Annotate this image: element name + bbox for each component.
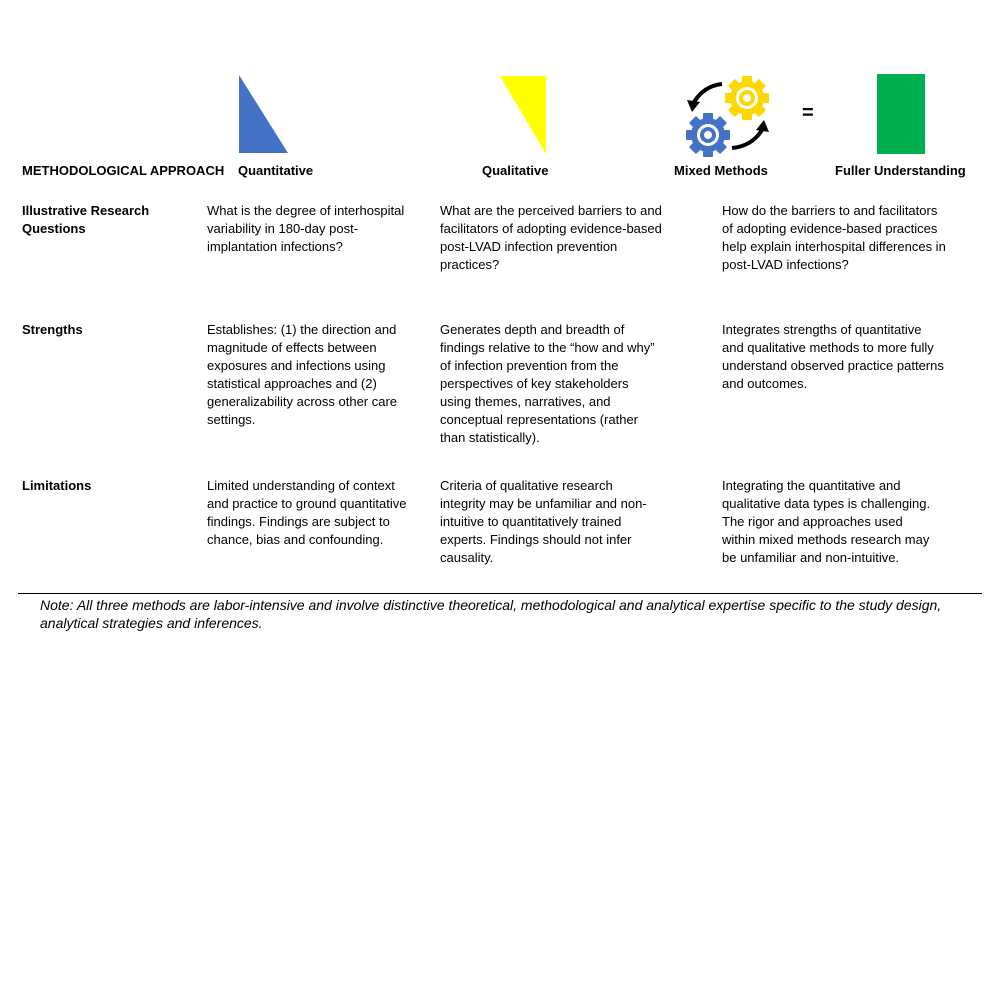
cell-mixed-limitations: Integrating the quantitative and qualitative data types is challenging. The rigor and approaches used within mixed methods research may be unfamiliar and non-intuitive. [722, 478, 931, 565]
arrowhead-bottom [756, 120, 769, 132]
yellow-gear-icon [725, 76, 769, 120]
methodological-approach-label: METHODOLOGICAL APPROACH [22, 163, 225, 178]
cell-quantitative-limitations: Limited understanding of context and practice to ground quantitative findings. Findings are subject to chance, bias and confounding. [207, 478, 407, 547]
column-header-quantitative: Quantitative [238, 163, 314, 178]
cell-mixed-research-questions: How do the barriers to and facilitators of adopting evidence-based practices help explain interhospital differences in post-LVAD infections? [722, 203, 946, 272]
arrowhead-top [687, 100, 700, 112]
cell-quantitative-research-questions: What is the degree of interhospital variability in 180-day post-implantation infections? [207, 203, 405, 254]
cell-qualitative-strengths: Generates depth and breadth of findings relative to the “how and why” of infection prevention from the perspectives of key stakeholders using themes, narratives, and conceptual representations (rather than statistically). [440, 322, 655, 445]
note-text: All three methods are labor-intensive and involve distinctive theoretical, methodological and analytical expertise specific to the study design, analytical strategies and inferences. [40, 597, 942, 631]
quantitative-triangle-icon [236, 73, 292, 155]
equals-sign: = [802, 102, 814, 124]
qualitative-triangle-icon [498, 74, 550, 156]
note-prefix: Note: [40, 597, 74, 613]
row-label-research-questions: Illustrative Research Questions [22, 203, 150, 236]
cell-mixed-strengths: Integrates strengths of quantitative and qualitative methods to more fully understand observed practice patterns and outcomes. [722, 322, 944, 391]
blue-gear-icon [686, 113, 730, 157]
row-label-limitations: Limitations [22, 478, 92, 493]
column-header-mixed-methods: Mixed Methods [674, 163, 768, 178]
curved-arrow-bottom-icon [732, 130, 762, 148]
cell-qualitative-research-questions: What are the perceived barriers to and facilitators of adopting evidence-based post-LVAD infection prevention practices? [440, 203, 662, 272]
quantitative-triangle-shape [239, 75, 288, 153]
row-label-strengths: Strengths [22, 322, 83, 337]
cell-quantitative-strengths: Establishes: (1) the direction and magnitude of effects between exposures and infections using statistical approaches and (2) generalizability across other care settings. [207, 322, 398, 427]
column-header-fuller-understanding: Fuller Understanding [835, 163, 966, 178]
table-note [40, 596, 970, 632]
curved-arrow-top-icon [694, 84, 722, 102]
column-header-qualitative: Qualitative [482, 163, 549, 178]
fuller-understanding-rectangle-icon [877, 74, 925, 154]
qualitative-triangle-shape [500, 76, 546, 154]
table-bottom-rule [18, 593, 982, 594]
cell-qualitative-limitations: Criteria of qualitative research integrity may be unfamiliar and non-intuitive to quantitatively trained experts. Findings should not infer causality. [440, 478, 647, 565]
mixed-methods-gears-icon [680, 72, 776, 160]
